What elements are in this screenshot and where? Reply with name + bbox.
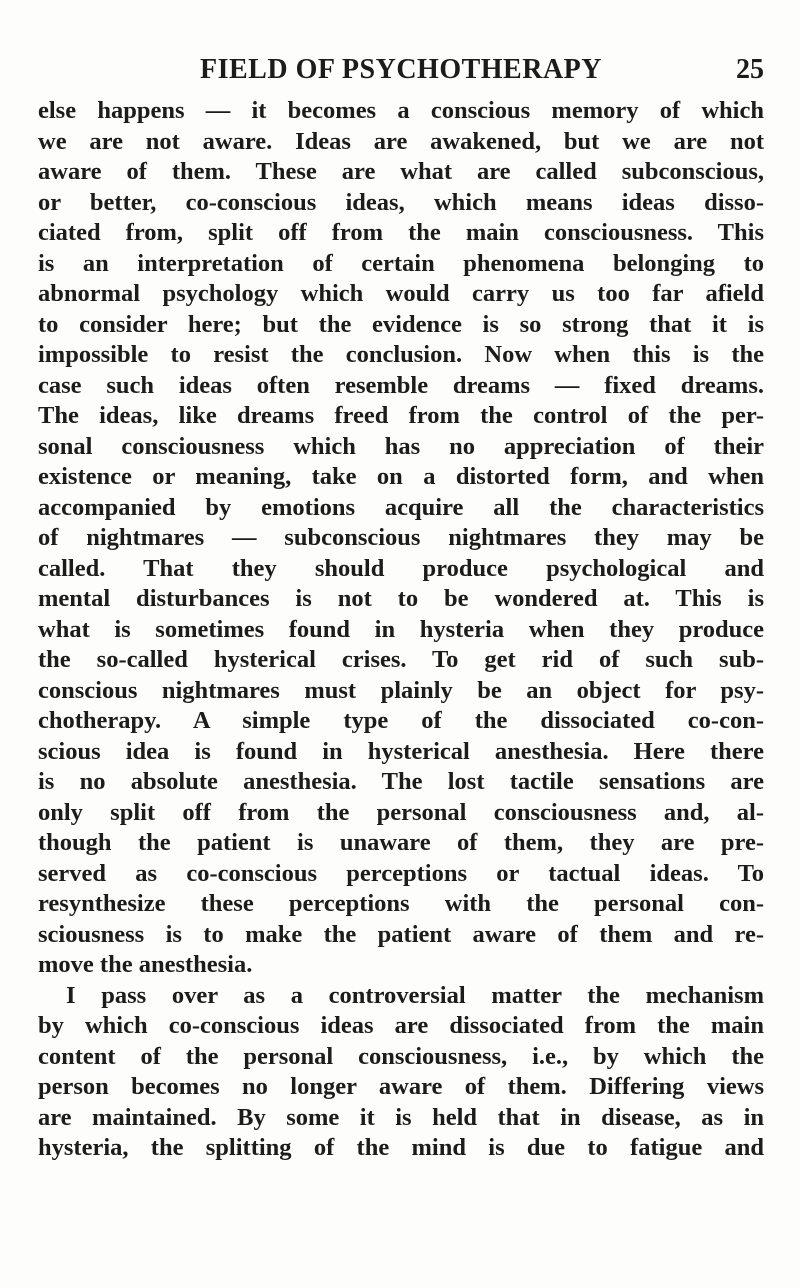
text-line: the so-called hysterical crises. To get rid of such sub- [38,646,764,673]
text-line: though the patient is unaware of them, they are pre- [38,829,764,856]
text-line: served as co-conscious perceptions or tactual ideas. To [38,859,764,887]
text-line: or better, co-conscious ideas, which means ideas disso- [38,188,764,216]
text-line: impossible to resist the conclusion. Now when this is the [38,341,764,368]
text-line: abnormal psychology which would carry us too far afield [38,280,764,307]
running-head [38,50,764,90]
text-line: are maintained. By some it is held that in disease, as in [38,1103,764,1131]
text-line: I pass over as a controversial matter the mechanism [66,981,764,1009]
text-line: accompanied by emotions acquire all the characteristics [38,493,764,521]
body-text [38,96,764,1164]
text-line: case such ideas often resemble dreams — fixed dreams. [38,371,764,399]
text-line: resynthesize these perceptions with the personal con- [38,890,764,917]
text-line: conscious nightmares must plainly be an object for psy- [38,676,764,704]
text-line: else happens — it becomes a conscious memory of which [38,97,764,124]
text-line: of nightmares — subconscious nightmares they may be [38,524,764,551]
page-number: 25 [736,54,764,85]
text-line: sonal consciousness which has no appreciation of their [38,432,764,460]
text-line: what is sometimes found in hysteria when they produce [38,615,764,643]
running-title: FIELD OF PSYCHOTHERAPY [200,54,602,85]
text-line: is an interpretation of certain phenomena belonging to [38,249,764,277]
text-line: sciousness is to make the patient aware of them and re- [38,920,764,948]
text-line: mental disturbances is not to be wondered at. This is [38,585,764,612]
text-line: ciated from, split off from the main consciousness. This [38,219,764,246]
text-line: by which co-conscious ideas are dissociated from the main [38,1012,764,1039]
text-line: called. That they should produce psychological and [38,554,764,582]
text-line: move the anesthesia. [38,951,253,978]
text-line: The ideas, like dreams freed from the control of the per- [38,402,764,429]
text-line: we are not aware. Ideas are awakened, but we are not [38,127,764,155]
text-line: hysteria, the splitting of the mind is due to fatigue and [38,1134,764,1161]
text-line: content of the personal consciousness, i.e., by which the [38,1042,764,1070]
text-line: scious idea is found in hysterical anesthesia. Here there [38,737,764,765]
text-line: existence or meaning, take on a distorted form, and when [38,463,764,490]
text-line: person becomes no longer aware of them. Differing views [38,1073,764,1100]
text-line: chotherapy. A simple type of the dissociated co-con- [38,707,764,734]
text-line: only split off from the personal consciousness and, al- [38,798,764,826]
text-line: is no absolute anesthesia. The lost tactile sensations are [38,768,764,795]
text-line: to consider here; but the evidence is so strong that it is [38,310,764,338]
text-line: aware of them. These are what are called subconscious, [38,158,764,185]
